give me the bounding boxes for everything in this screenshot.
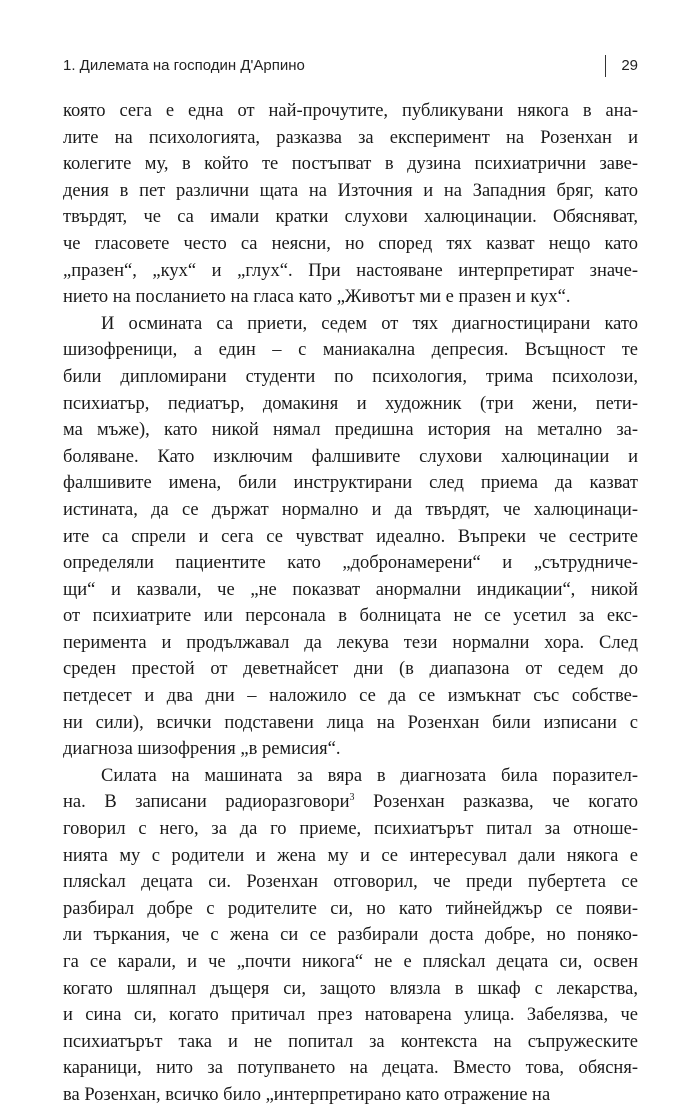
text-line: от психиатрите или персонала в болницата не се усетил за екс- [63,606,638,627]
text-line: плясkал децата си. Розенхан отговорил, че преди пубертета се [63,872,638,893]
line-before-footnote: на. В записани радиоразговори [63,792,350,813]
text-line: фалшивите имена, били инструктирани след приема да казват [63,473,638,494]
text-line: ли търкания, че с жена си се разбирали доста добре, но поняко- [63,925,638,946]
chapter-title: 1. Дилемата на господин Д'Арпино [63,57,305,74]
text-line: разбирал добре с родителите си, но като тийнейджър се появи- [63,898,638,919]
text-line: ни сили), всички подставени лица на Розенхан били изписани с [63,712,638,733]
header-divider [605,55,606,77]
text-line: перимента и продължавал да лекува тези нормални хора. След [63,632,638,653]
text-line: И осмината са приети, седем от тях диагностицирани като [101,313,638,334]
text-line: психиатър, педиатър, домакиня и художник (три жени, пети- [63,393,638,414]
running-header [63,55,638,79]
text-line: говорил с него, за да го приеме, психиатърът питал за отноше- [63,819,638,840]
text-line: диагноза шизофрения „в ремисия“. [63,739,341,760]
text-line: „празен“, „кух“ и „глух“. При настояване интерпретират значе- [63,260,638,281]
text-line: ва Розенхан, всичко било „интерпретирано като отражение на [63,1084,551,1105]
text-line: нията му с родители и жена му и се интересувал дали някога е [63,845,638,866]
text-line: и сина си, когато притичал през натоварена улица. Забелязва, че [63,1005,638,1026]
text-line: среден престой от деветнайсет дни (в диапазона от седем до [63,659,638,680]
line-after-footnote: Розенхан разказва, че когато [354,792,638,813]
footnote-marker[interactable]: 3 [349,792,355,804]
text-line: нието на посланието на гласа като „Животът ми е празен и кух“. [63,287,571,308]
text-line: колегите му, в който те постъпват в дузина психиатрични заве- [63,154,638,175]
text-line-with-footnote [63,789,638,816]
text-line: психиатърът така и не попитал за контекста на съпружеските [63,1031,638,1052]
text-line: боляване. Като изключим фалшивите слухови халюцинации и [63,446,638,467]
text-line: че гласовете често са неясни, но според тях казват нещо като [63,233,638,254]
paragraph [63,98,638,311]
text-line: определяли пациентите като „добронамерени“ и „сътрудниче- [63,553,638,574]
text-line: твърдят, че са имали кратки слухови халюцинации. Обясняват, [63,207,638,228]
text-line: когато шляпнал дъщеря си, защото влязла в шкаф с лекарства, [63,978,638,999]
paragraph [63,763,638,1109]
text-line: ите са спрели и сега се чувстват идеално. Въпреки че сестрите [63,526,638,547]
text-line: петдесет и два дни – наложило се да се измъкнат със собстве- [63,686,638,707]
text-line: га се карали, и че „почти никога“ не е плясkал децата си, освен [63,952,638,972]
text-line: караници, нито за потупването на децата. Вместо това, обясня- [63,1058,638,1079]
text-line: истината, да се държат нормално и да твърдят, че халюцинаци- [63,499,638,520]
paragraph [63,311,638,763]
text-line: лите на психологията, разказва за експеримент на Розенхан и [63,127,638,148]
text-line: ма мъже), като никой нямал предишна история на метално за- [63,420,638,441]
text-line: били дипломирани студенти по психология, трима психолози, [63,366,638,387]
text-line: която сега е една от най-прочутите, публикувани някога в ана- [63,101,638,121]
page-number: 29 [621,57,638,74]
text-line: щи“ и казвали, че „не показват анормални индикации“, никой [63,579,638,600]
text-line: шизофреници, а един – с маниакална депресия. Всъщност те [63,340,638,361]
text-line: дения в пет различни щата на Източния и на Западния бряг, като [63,180,638,201]
body-text [63,98,638,1109]
text-line: Силата на машината за вяра в диагнозата била поразител- [101,765,638,786]
